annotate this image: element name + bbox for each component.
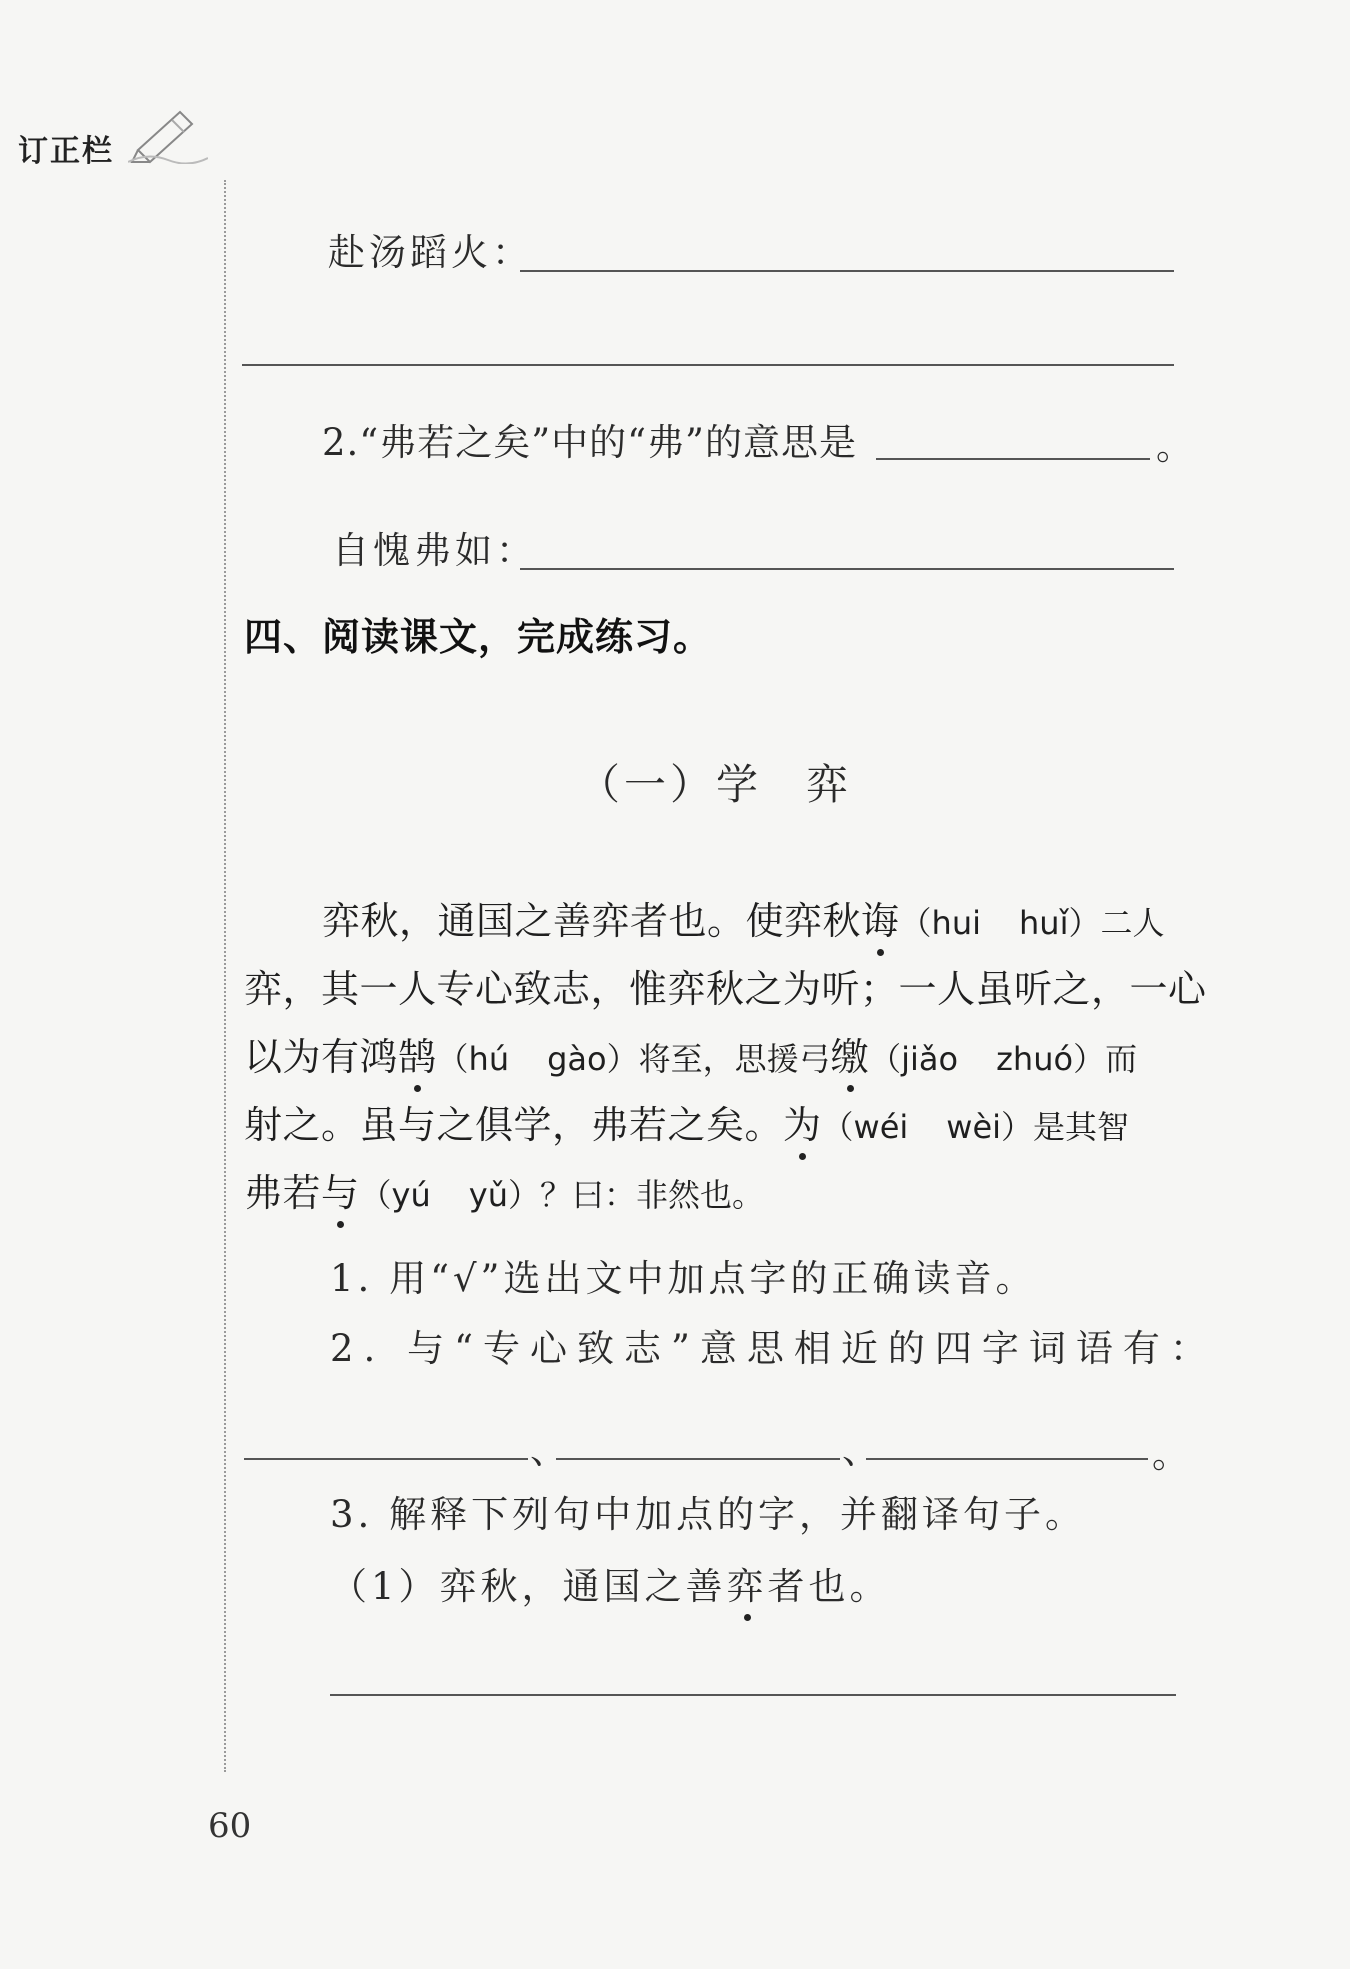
- pinyin-option[interactable]: （yú: [359, 1176, 431, 1214]
- dotted-char: 为: [783, 1094, 822, 1149]
- passage-title: [578, 752, 852, 812]
- pinyin-option[interactable]: wèi）是其智: [946, 1108, 1130, 1146]
- pinyin-option[interactable]: yǔ）？曰：非然也。: [468, 1176, 764, 1214]
- blank-separator: 、: [842, 1429, 883, 1472]
- idiom-label-zikui: 自愧弗如：: [332, 529, 537, 572]
- passage-title-prefix: （一）学: [578, 760, 763, 809]
- exercise-3-1: [330, 1556, 891, 1610]
- question-2-text: 2.“弗若之矣”中的“弗”的意思是: [322, 421, 857, 464]
- blank-separator: 、: [530, 1429, 571, 1472]
- question-2-period: 。: [1156, 425, 1197, 468]
- section-heading: 四、阅读课文，完成练习。: [244, 615, 713, 659]
- passage-line-5: [244, 1162, 764, 1217]
- exercise-1: 1. 用“√”选出文中加点字的正确读音。: [330, 1257, 1037, 1300]
- answer-blank[interactable]: [520, 270, 1174, 272]
- pinyin-option[interactable]: huǐ）二人: [1019, 904, 1165, 942]
- pinyin-option[interactable]: gào）将至，思援弓: [547, 1040, 831, 1078]
- dotted-char: 诲: [861, 890, 900, 945]
- dotted-char: 与: [321, 1162, 360, 1217]
- sentence-text: （1）弈秋，通国之善: [330, 1565, 727, 1608]
- answer-blank[interactable]: [244, 1458, 528, 1460]
- answer-blank[interactable]: [866, 1458, 1148, 1460]
- passage-line-1: [322, 890, 1164, 945]
- exercise-3: 3. 解释下列句中加点的字，并翻译句子。: [330, 1493, 1087, 1536]
- dotted-char: 弈: [727, 1556, 768, 1610]
- blank-end-period: 。: [1152, 1433, 1193, 1476]
- pinyin-option[interactable]: （wéi: [821, 1108, 909, 1146]
- dotted-char: 鹄: [398, 1026, 437, 1081]
- passage-text: 以为有鸿: [244, 1035, 399, 1079]
- passage-line-2: 弈，其一人专心致志，惟弈秋之为听；一人虽听之，一心: [244, 967, 1207, 1011]
- pinyin-option[interactable]: （hui: [899, 904, 981, 942]
- passage-text: 射之。虽与之俱学，弗若之矣。: [244, 1103, 784, 1147]
- exercise-2: 2. 与“专心致志”意思相近的四字词语有：: [330, 1327, 1217, 1370]
- correction-column-label: 订正栏: [18, 134, 114, 169]
- passage-line-4: [244, 1094, 1129, 1149]
- passage-line-3: [244, 1026, 1137, 1081]
- answer-blank[interactable]: [876, 458, 1150, 460]
- pinyin-option[interactable]: （jiǎo: [869, 1040, 959, 1078]
- page-number: 60: [208, 1806, 252, 1846]
- pencil-icon: [128, 104, 208, 164]
- sentence-text: 者也。: [767, 1565, 891, 1608]
- passage-text: 弈秋，通国之善弈者也。使弈秋: [322, 899, 862, 943]
- passage-text: 弗若: [244, 1171, 322, 1215]
- pinyin-option[interactable]: （hú: [436, 1040, 510, 1078]
- answer-blank[interactable]: [330, 1694, 1176, 1696]
- answer-blank[interactable]: [556, 1458, 840, 1460]
- idiom-label-futang: 赴汤蹈火：: [328, 231, 533, 274]
- passage-title-suffix: 弈: [806, 760, 853, 809]
- answer-blank[interactable]: [520, 568, 1174, 570]
- dotted-char: 缴: [831, 1026, 870, 1081]
- pinyin-option[interactable]: zhuó）而: [996, 1040, 1138, 1078]
- margin-divider: [224, 180, 226, 1772]
- answer-blank[interactable]: [242, 364, 1174, 366]
